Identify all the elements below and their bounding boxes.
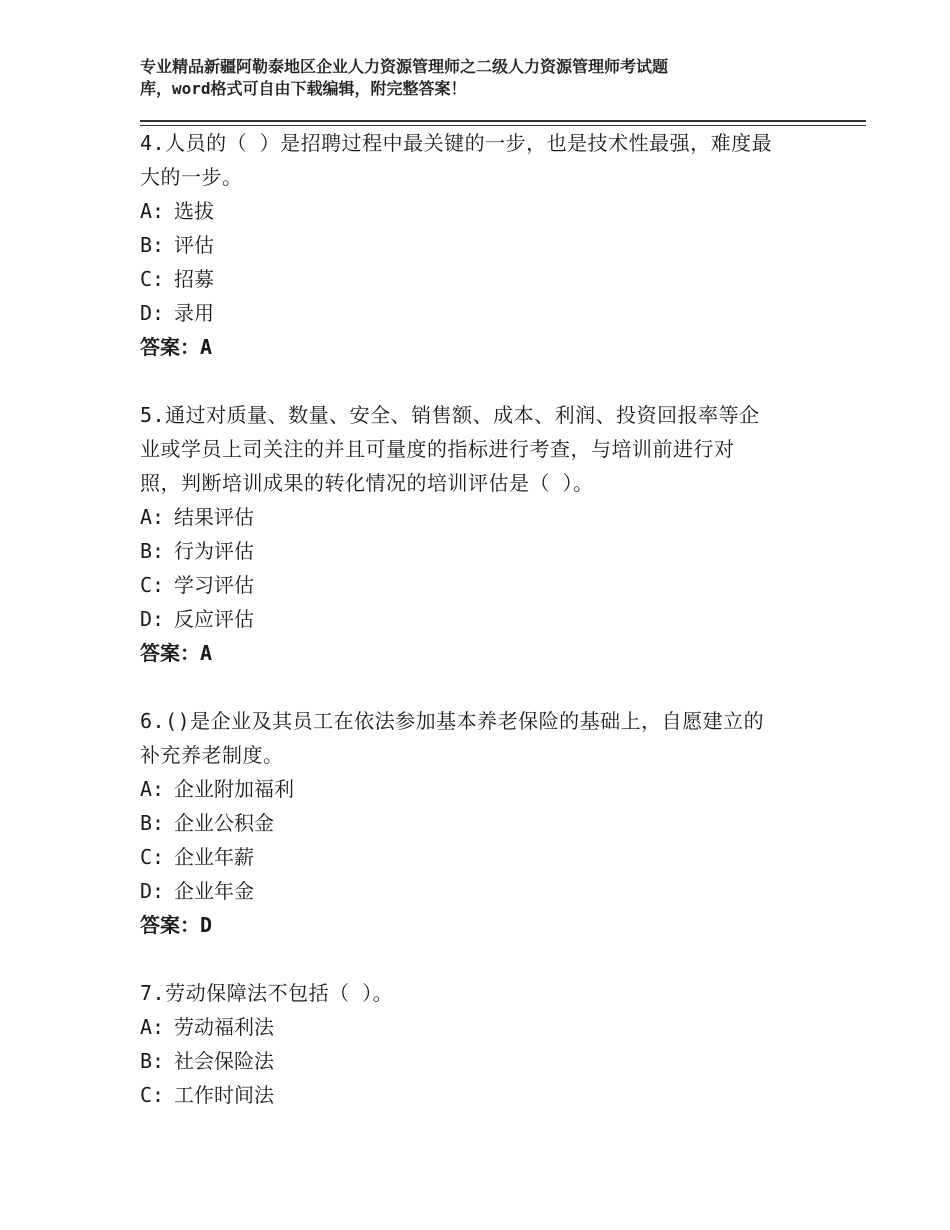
option-letter: D:: [140, 607, 165, 631]
option-letter: C:: [140, 1083, 165, 1107]
option-letter: A:: [140, 505, 165, 529]
option-text: 学习评估: [174, 573, 254, 597]
answer-label: 答案：D: [140, 913, 213, 937]
question-4: [140, 126, 820, 364]
option-a: [140, 772, 820, 806]
option-b: [140, 806, 820, 840]
option-letter: B:: [140, 811, 165, 835]
option-letter: C:: [140, 845, 165, 869]
option-letter: D:: [140, 879, 165, 903]
question-text: [140, 976, 820, 1010]
option-b: [140, 534, 820, 568]
question-line: 照，判断培训成果的转化情况的培训评估是（ ）。: [140, 471, 594, 495]
document-header: [140, 56, 840, 100]
option-d: [140, 602, 820, 636]
question-text: [140, 126, 820, 194]
question-line: 5.通过对质量、数量、安全、销售额、成本、利润、投资回报率等企: [140, 403, 760, 427]
question-line: 6.()是企业及其员工在依法参加基本养老保险的基础上，自愿建立的: [140, 709, 765, 733]
question-7: [140, 976, 820, 1112]
option-text: 结果评估: [174, 505, 254, 529]
option-b: [140, 228, 820, 262]
option-d: [140, 874, 820, 908]
question-line: 补充养老制度。: [140, 743, 284, 767]
question-6: [140, 704, 820, 942]
question-line: 7.劳动保障法不包括（ ）。: [140, 981, 394, 1005]
option-text: 企业年金: [174, 879, 254, 903]
option-text: 评估: [174, 233, 214, 257]
question-5: [140, 398, 820, 670]
option-letter: C:: [140, 573, 165, 597]
option-letter: B:: [140, 539, 165, 563]
option-d: [140, 296, 820, 330]
answer-label: 答案：A: [140, 335, 213, 359]
answer-label: 答案：A: [140, 641, 213, 665]
option-letter: B:: [140, 233, 165, 257]
option-text: 招募: [174, 267, 214, 291]
option-text: 反应评估: [174, 607, 254, 631]
option-letter: B:: [140, 1049, 165, 1073]
question-list: [140, 126, 820, 1146]
option-c: [140, 840, 820, 874]
option-letter: A:: [140, 777, 165, 801]
option-c: [140, 262, 820, 296]
option-text: 选拔: [174, 199, 214, 223]
option-text: 劳动福利法: [174, 1015, 274, 1039]
option-a: [140, 194, 820, 228]
option-c: [140, 568, 820, 602]
option-text: 工作时间法: [174, 1083, 274, 1107]
option-letter: D:: [140, 301, 165, 325]
option-a: [140, 1010, 820, 1044]
question-text: [140, 398, 820, 500]
option-c: [140, 1078, 820, 1112]
option-text: 企业附加福利: [174, 777, 294, 801]
option-letter: A:: [140, 1015, 165, 1039]
option-text: 企业公积金: [174, 811, 274, 835]
option-text: 录用: [174, 301, 214, 325]
option-letter: C:: [140, 267, 165, 291]
header-line-2: 库，word格式可自由下载编辑，附完整答案！: [140, 79, 467, 98]
option-b: [140, 1044, 820, 1078]
question-text: [140, 704, 820, 772]
option-text: 企业年薪: [174, 845, 254, 869]
header-line-1: 专业精品新疆阿勒泰地区企业人力资源管理师之二级人力资源管理师考试题: [140, 57, 669, 76]
question-line: 业或学员上司关注的并且可量度的指标进行考查，与培训前进行对: [140, 437, 735, 461]
option-text: 社会保险法: [174, 1049, 274, 1073]
question-line: 4.人员的（ ）是招聘过程中最关键的一步，也是技术性最强，难度最: [140, 131, 773, 155]
question-line: 大的一步。: [140, 165, 243, 189]
option-a: [140, 500, 820, 534]
header-divider-thick: [140, 120, 866, 122]
option-text: 行为评估: [174, 539, 254, 563]
option-letter: A:: [140, 199, 165, 223]
